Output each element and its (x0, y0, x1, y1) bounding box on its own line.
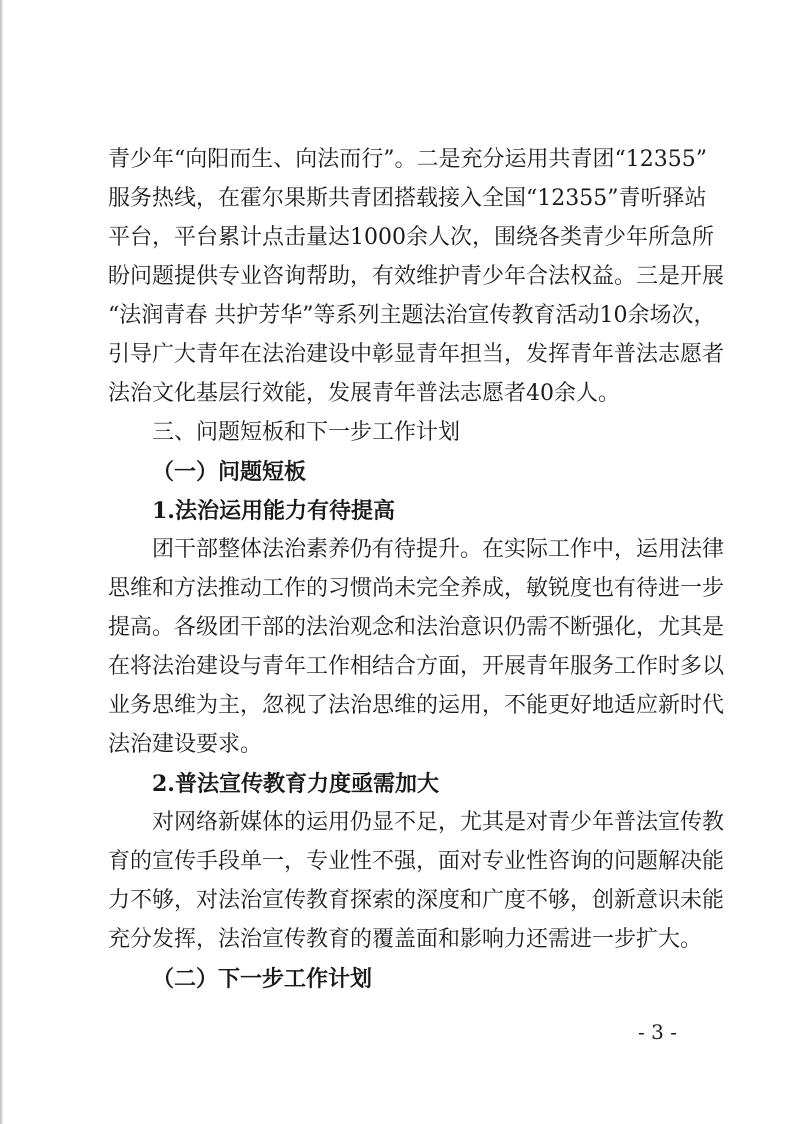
subsection-heading: （一）问题短板 (152, 459, 307, 485)
section-heading: 三、问题短板和下一步工作计划 (152, 420, 461, 445)
paragraph-line: 育的宣传手段单一，专业性不强，面对专业性咨询的问题解决能 (108, 849, 725, 874)
paragraph-line: 充分发挥，法治宣传教育的覆盖面和影响力还需进一步扩大。 (108, 927, 703, 952)
paragraph-line: 提高。各级团干部的法治观念和法治意识仍需不断强化，尤其是 (108, 615, 725, 640)
subsection-heading: （二）下一步工作计划 (152, 966, 373, 992)
paragraph-line: “法润青春 共护芳华”等系列主题法治宣传教育活动10余场次， (108, 303, 716, 328)
paragraph-line: 业务思维为主，忽视了法治思维的运用，不能更好地适应新时代 (108, 693, 725, 718)
paragraph-line: 青少年“向阳而生、向法而行”。二是充分运用共青团“12355” (108, 147, 707, 172)
paragraph-line: 服务热线，在霍尔果斯共青团搭载接入全国“12355”青听驿站 (108, 186, 707, 211)
paragraph-line: 引导广大青年在法治建设中彰显青年担当，发挥青年普法志愿者 (108, 342, 725, 367)
paragraph-line: 团干部整体法治素养仍有待提升。在实际工作中，运用法律 (152, 537, 725, 562)
paragraph-line: 思维和方法推动工作的习惯尚未完全养成，敏锐度也有待进一步 (108, 576, 725, 601)
paragraph-line: 力不够，对法治宣传教育探索的深度和广度不够，创新意识未能 (108, 888, 725, 913)
paragraph-line: 法治建设要求。 (108, 732, 263, 757)
page-number: - 3 - (638, 1020, 677, 1044)
paragraph-line: 对网络新媒体的运用仍显不足，尤其是对青少年普法宣传教 (152, 810, 725, 835)
paragraph-line: 法治文化基层行效能，发展青年普法志愿者40余人。 (108, 381, 620, 406)
item-heading: 2.普法宣传教育力度亟需加大 (152, 771, 439, 797)
paragraph-line: 在将法治建设与青年工作相结合方面，开展青年服务工作时多以 (108, 654, 725, 679)
paragraph-line: 盼问题提供专业咨询帮助，有效维护青少年合法权益。三是开展 (108, 264, 725, 289)
item-heading: 1.法治运用能力有待提高 (152, 498, 395, 524)
paragraph-line: 平台，平台累计点击量达1000余人次，围绕各类青少年所急所 (108, 225, 714, 250)
